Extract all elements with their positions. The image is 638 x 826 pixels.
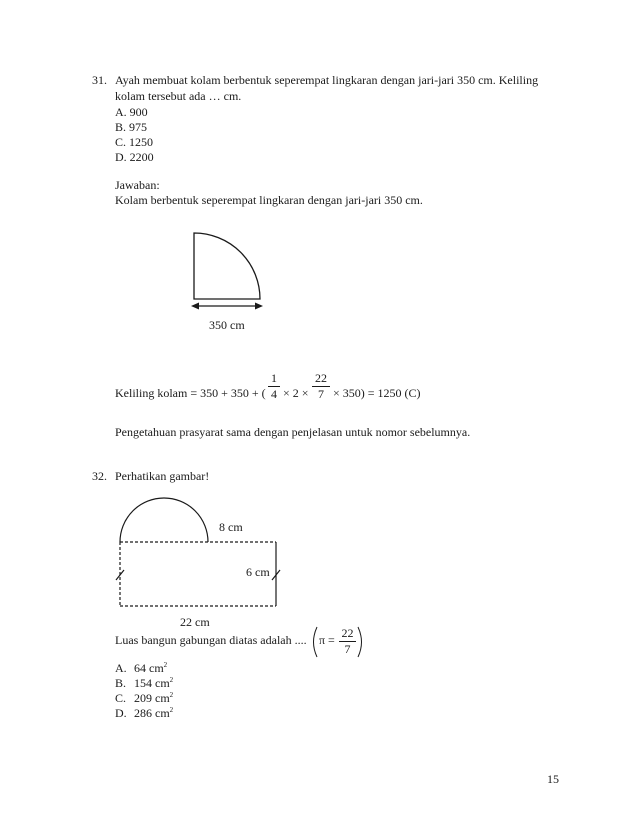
fraction-numerator: 1 <box>268 371 280 387</box>
unit-exponent: 2 <box>169 676 174 684</box>
option-32-b <box>115 676 174 691</box>
fraction-denominator: 7 <box>318 387 324 401</box>
option-value-text: 154 cm <box>134 676 170 690</box>
option-letter: A. <box>115 661 127 675</box>
option-value <box>134 661 167 676</box>
option-31-c: C. 1250 <box>115 135 154 149</box>
prerequisite-note: Pengetahuan prasyarat sama dengan penjelasan untuk nomor sebelumnya. <box>115 425 471 439</box>
bracket-right <box>358 627 362 657</box>
question-number-32: 32. <box>92 469 107 483</box>
option-value-text: 209 cm <box>134 691 170 705</box>
pi-denominator: 7 <box>344 642 351 656</box>
option-letter: D. <box>115 706 127 720</box>
option-32-c <box>115 691 174 706</box>
pi-fraction <box>339 626 356 657</box>
unit-exponent: 2 <box>163 661 168 669</box>
answer-text-31: Kolam berbentuk seperempat lingkaran dengan jari-jari 350 cm. <box>115 193 423 207</box>
formula-suffix: × 350) = 1250 (C) <box>333 386 421 400</box>
option-value <box>134 676 173 691</box>
option-letter: B. <box>115 676 127 690</box>
question-32-prompt: Luas bangun gabungan diatas adalah .... <box>115 633 307 647</box>
question-32-text: Perhatikan gambar! <box>115 469 210 483</box>
option-value-text: 64 cm <box>134 661 164 675</box>
pi-numerator: 22 <box>339 626 356 642</box>
option-value-text: 286 cm <box>134 706 170 720</box>
unit-exponent: 2 <box>169 706 174 714</box>
label-6cm: 6 cm <box>246 565 270 579</box>
fraction-denominator: 4 <box>271 387 277 401</box>
option-value <box>134 706 173 721</box>
formula-prefix: Keliling kolam = 350 + 350 + ( <box>115 386 266 400</box>
radius-label: 350 cm <box>209 318 245 332</box>
page-number: 15 <box>547 772 559 786</box>
option-32-a <box>115 661 168 676</box>
question-31-text-line2: kolam tersebut ada … cm. <box>115 89 242 103</box>
question-31-text-line1: Ayah membuat kolam berbentuk seperempat lingkaran dengan jari-jari 350 cm. Keliling <box>115 73 539 87</box>
option-31-a: A. 900 <box>115 105 148 119</box>
fraction-numerator: 22 <box>312 371 330 387</box>
pi-label: π = <box>319 633 335 647</box>
bracket-left <box>314 627 318 657</box>
option-31-d: D. 2200 <box>115 150 154 164</box>
option-31-b: B. 975 <box>115 120 148 134</box>
label-22cm: 22 cm <box>180 615 210 629</box>
label-8cm: 8 cm <box>219 520 243 534</box>
formula-middle: × 2 × <box>283 386 309 400</box>
option-letter: C. <box>115 691 127 705</box>
option-32-d <box>115 706 174 721</box>
answer-label-31: Jawaban: <box>115 178 160 192</box>
option-value <box>134 691 173 706</box>
unit-exponent: 2 <box>169 691 174 699</box>
question-number-31: 31. <box>92 73 107 87</box>
